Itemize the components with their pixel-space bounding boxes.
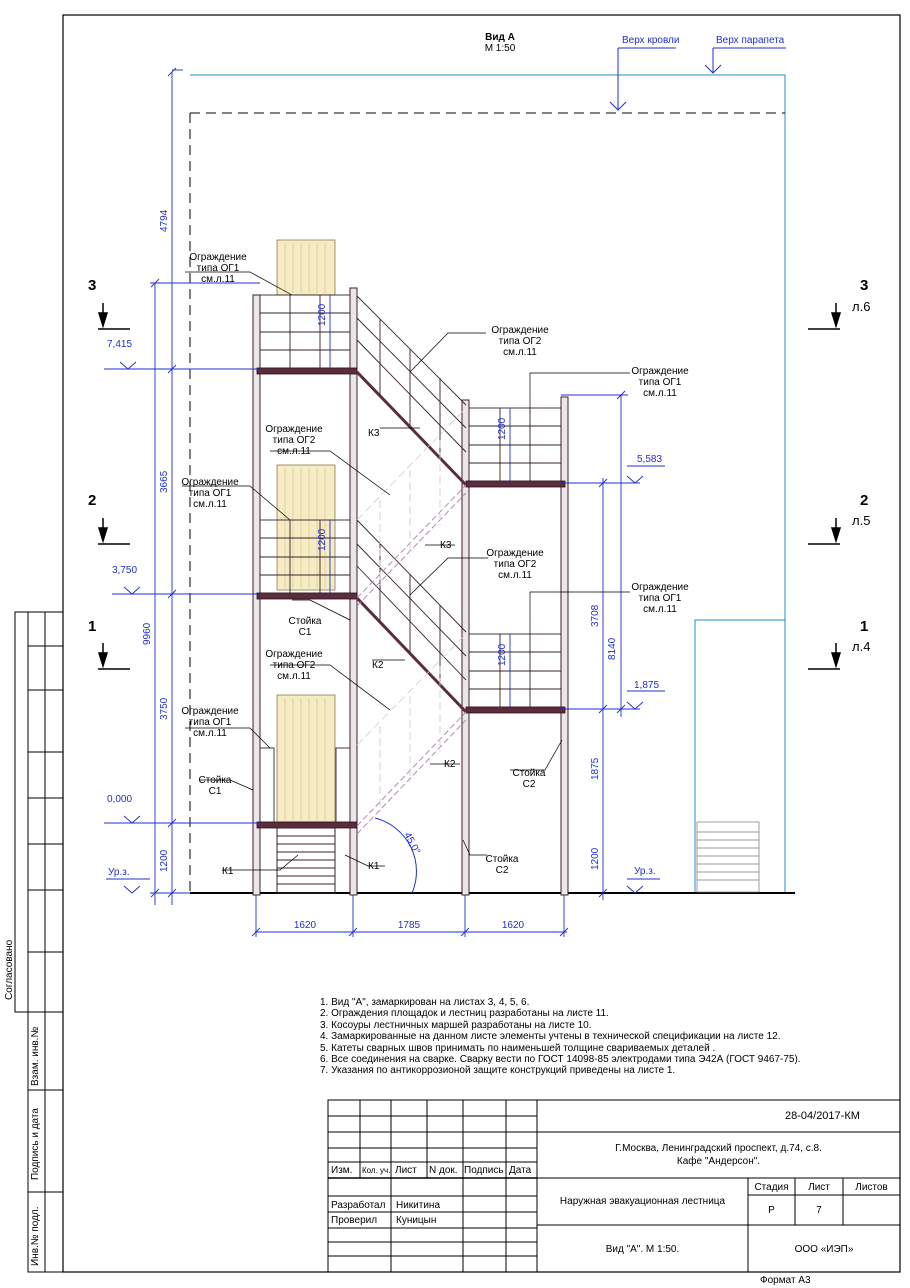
tb-sheets-label: Листов [855,1182,888,1193]
dim-8140: 8140 [607,637,618,660]
callout-og1-right-low: Ограждение типа ОГ1 см.л.11 [631,582,689,615]
elev-roof-top: Верх кровли [622,35,680,46]
callout-stoyka-c1-mid: Стойка С1 [288,616,322,638]
tb-sheet-label: Лист [808,1182,830,1193]
dim-9960: 9960 [142,622,153,645]
stamp-inv-replace: Взам. инв.№ [30,1026,41,1086]
dim-1200-left: 1200 [159,849,170,872]
tb-view-caption: Вид "А". М 1:50. [605,1244,680,1255]
callout-og1-low: Ограждение типа ОГ1 см.л.11 [181,706,239,739]
elev-5583: 5,583 [637,454,663,465]
tb-col-ndok: N док. [429,1165,458,1176]
tb-org: ООО «ИЭП» [794,1244,854,1255]
callout-stoyka-c2-right: Стойка С2 [512,768,546,790]
tb-col-list: Лист [395,1165,417,1176]
dim-rail-4: 1200 [497,643,508,666]
note-1: 1. Вид "А", замаркирован на листах 3, 4, 5, 6. [320,997,530,1008]
general-notes [320,997,801,1077]
tb-address: Г.Москва, Ленинградский проспект, д.74, с.8. [615,1143,822,1154]
dim-1875: 1875 [590,757,601,780]
callout-og2-low: Ограждение типа ОГ2 см.л.11 [265,649,323,682]
section-2-left: 2 [88,492,97,509]
section-2-sheet: л.5 [852,513,871,528]
view-title: Вид А [485,32,515,43]
right-door [697,822,759,892]
tb-col-sign: Подпись [464,1165,504,1176]
note-5: 5. Катеты сварных швов принимать по наименьшей толщине свариваемых деталей . [320,1042,716,1054]
label-k2-b: К2 [444,759,456,770]
sheet-frame [63,15,900,1272]
dim-1620-a: 1620 [293,920,317,931]
tb-developed-label: Разработал [331,1200,386,1211]
tb-stage-label: Стадия [754,1182,789,1193]
stair-railings [357,296,466,684]
section-1-right: 1 [860,618,869,635]
label-k3-b: К3 [440,540,452,551]
section-2-right: 2 [860,492,869,509]
label-k3-a: К3 [368,428,380,439]
dim-3665: 3665 [159,470,170,493]
callout-stoyka-c2-bottom: Стойка С2 [485,854,519,876]
entry-steps [277,828,335,893]
dim-rail-1: 1200 [317,303,328,326]
dim-rail-3: 1200 [497,417,508,440]
dim-3708: 3708 [590,604,601,627]
tb-format: Формат А3 [760,1275,811,1286]
tb-col-date: Дата [509,1165,532,1176]
section-3-sheet: л.6 [852,299,871,314]
dim-1785: 1785 [397,920,421,931]
dim-3750: 3750 [159,697,170,720]
elev-uz-right: Ур.з. [634,866,656,877]
elev-0000: 0,000 [107,794,133,805]
section-3-left: 3 [88,277,97,294]
stamp-sign-date: Подпись и дата [30,1108,41,1180]
tb-sheet: 7 [816,1205,822,1216]
callout-og2-mid-right: Ограждение типа ОГ2 см.л.11 [486,548,544,581]
label-k2-a: К2 [372,660,384,671]
elev-parapet-top: Верх парапета [716,35,785,46]
tb-drawing-name: Наружная эвакуационная лестница [559,1196,726,1207]
tb-checked-label: Проверил [331,1215,378,1226]
elev-1875: 1,875 [634,680,660,691]
callout-og1-mid: Ограждение типа ОГ1 см.л.11 [181,477,239,510]
section-1-sheet: л.4 [852,639,871,654]
dim-1620-b: 1620 [501,920,525,931]
elev-7415: 7,415 [107,339,133,350]
stamp-agreed: Согласовано [4,939,15,1000]
view-scale: М 1:50 [484,43,516,54]
callout-og2-mid-left: Ограждение типа ОГ2 см.л.11 [265,424,323,457]
note-3: 3. Косоуры лестничных маршей разработаны на листе 10. [320,1019,592,1031]
section-1-left: 1 [88,618,97,635]
tb-doc-code: 28-04/2017-КМ [785,1110,860,1122]
section-3-right: 3 [860,277,869,294]
elev-uz-left: Ур.з. [108,867,130,878]
tb-stage: Р [768,1205,775,1216]
callout-og1-right-top: Ограждение типа ОГ1 см.л.11 [631,366,689,399]
note-6: 6. Все соединения на сварке. Сварку вести по ГОСТ 14098-85 электродами типа Э42А (ГОСТ 9467-75). [320,1054,801,1066]
dim-rail-2: 1200 [317,528,328,551]
tb-checked-name: Куницын [396,1215,437,1226]
label-k1-b: К1 [368,861,380,872]
angle-arc [375,818,416,893]
elev-3750: 3,750 [112,565,138,576]
note-4: 4. Замаркированные на данном листе элементы учтены в технической спецификации на листе 12. [320,1031,781,1043]
tb-object: Кафе "Андерсон". [676,1156,761,1167]
stamp-inv-orig: Инв.№ подл. [30,1206,41,1266]
dim-angle: 45,0° [401,830,423,857]
tb-col-izm: Изм. [331,1165,353,1176]
dim-1200-right: 1200 [590,847,601,870]
callout-stoyka-c1-low: Стойка С1 [198,775,232,797]
callout-og2-top: Ограждение типа ОГ2 см.л.11 [491,325,549,358]
tb-developed-name: Никитина [396,1200,441,1211]
note-2: 2. Ограждения площадок и лестниц разработаны на листе 11. [320,1008,609,1020]
label-k1-a: К1 [222,866,234,877]
note-7: 7. Указания по антикоррозионой защите конструкций приведены на листе 1. [320,1065,676,1077]
tb-col-kol: Кол. уч. [362,1166,391,1175]
callout-og1-top: Ограждение типа ОГ1 см.л.11 [189,252,247,285]
dim-4794: 4794 [159,209,170,232]
